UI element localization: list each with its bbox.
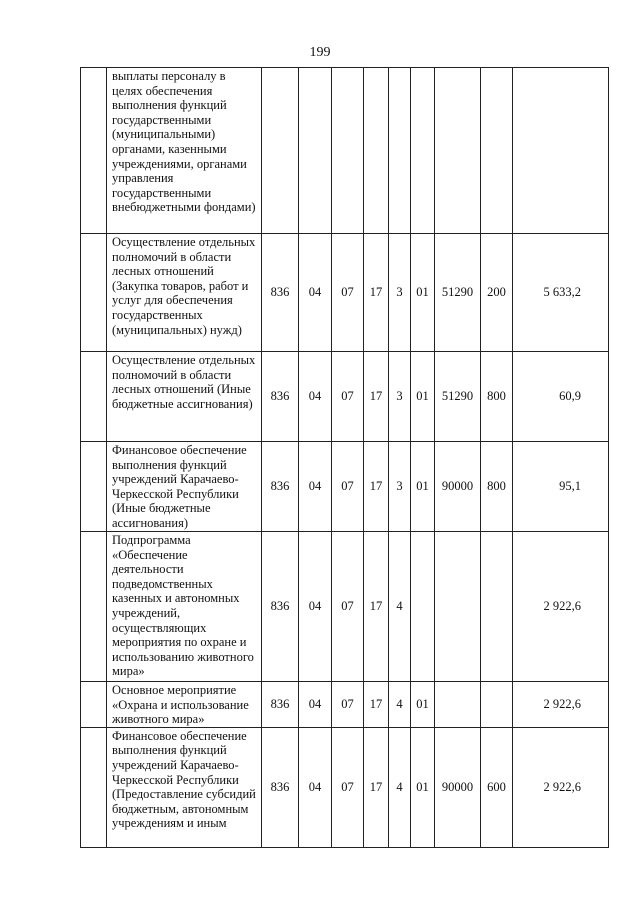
program-code-cell — [364, 68, 389, 234]
ministry-code-cell: 836 — [262, 727, 299, 847]
amount-cell: 60,9 — [513, 352, 609, 442]
table-row — [81, 68, 609, 234]
subprogram-code-cell: 4 — [389, 682, 411, 728]
name-cell: Основное мероприятие «Охрана и использование животного мира» — [107, 682, 262, 728]
ministry-code-cell: 836 — [262, 442, 299, 532]
table-row — [81, 352, 609, 442]
direction-code-cell — [435, 682, 481, 728]
budget-table — [80, 67, 609, 848]
subsection-code-cell — [332, 68, 364, 234]
program-code-cell: 17 — [364, 352, 389, 442]
event-code-cell: 01 — [411, 352, 435, 442]
event-code-cell: 01 — [411, 682, 435, 728]
subsection-code-cell: 07 — [332, 234, 364, 352]
subsection-code-cell: 07 — [332, 352, 364, 442]
section-code-cell: 04 — [299, 352, 332, 442]
subsection-code-cell: 07 — [332, 727, 364, 847]
event-code-cell: 01 — [411, 727, 435, 847]
index-cell — [81, 68, 107, 234]
program-code-cell: 17 — [364, 727, 389, 847]
index-cell — [81, 727, 107, 847]
index-cell — [81, 532, 107, 682]
section-code-cell: 04 — [299, 682, 332, 728]
section-code-cell: 04 — [299, 442, 332, 532]
ministry-code-cell: 836 — [262, 234, 299, 352]
subprogram-code-cell: 4 — [389, 532, 411, 682]
direction-code-cell: 51290 — [435, 352, 481, 442]
name-cell: Финансовое обеспечение выполнения функций учреждений Карачаево-Черкесской Республики (Предоставление субсидий бюджетным, автономным учреждениям и иным — [107, 727, 262, 847]
amount-cell: 2 922,6 — [513, 682, 609, 728]
expense-type-cell: 800 — [481, 442, 513, 532]
event-code-cell: 01 — [411, 234, 435, 352]
amount-cell: 95,1 — [513, 442, 609, 532]
direction-code-cell — [435, 532, 481, 682]
subsection-code-cell: 07 — [332, 682, 364, 728]
section-code-cell: 04 — [299, 532, 332, 682]
expense-type-cell — [481, 68, 513, 234]
amount-cell: 2 922,6 — [513, 532, 609, 682]
event-code-cell: 01 — [411, 442, 435, 532]
amount-cell — [513, 68, 609, 234]
index-cell — [81, 442, 107, 532]
name-cell: Осуществление отдельных полномочий в области лесных отношений (Закупка товаров, работ и услуг для обеспечения государственных (муниципальных) нужд) — [107, 234, 262, 352]
expense-type-cell: 600 — [481, 727, 513, 847]
table-row — [81, 682, 609, 728]
event-code-cell — [411, 532, 435, 682]
expense-type-cell: 200 — [481, 234, 513, 352]
program-code-cell: 17 — [364, 532, 389, 682]
program-code-cell: 17 — [364, 442, 389, 532]
ministry-code-cell: 836 — [262, 532, 299, 682]
name-cell: выплаты персоналу в целях обеспечения выполнения функций государственными (муниципальными) органами, казенными учреждениями, органами управления государственными внебюджетными фондами) — [107, 68, 262, 234]
table-row — [81, 532, 609, 682]
amount-cell: 5 633,2 — [513, 234, 609, 352]
program-code-cell: 17 — [364, 682, 389, 728]
subprogram-code-cell: 4 — [389, 727, 411, 847]
table-row — [81, 727, 609, 847]
expense-type-cell — [481, 532, 513, 682]
ministry-code-cell: 836 — [262, 352, 299, 442]
table-row — [81, 442, 609, 532]
subprogram-code-cell: 3 — [389, 442, 411, 532]
page-number: 199 — [309, 45, 331, 60]
expense-type-cell: 800 — [481, 352, 513, 442]
section-code-cell: 04 — [299, 234, 332, 352]
event-code-cell — [411, 68, 435, 234]
name-cell: Осуществление отдельных полномочий в области лесных отношений (Иные бюджетные ассигнования) — [107, 352, 262, 442]
index-cell — [81, 234, 107, 352]
subprogram-code-cell: 3 — [389, 234, 411, 352]
expense-type-cell — [481, 682, 513, 728]
name-cell: Финансовое обеспечение выполнения функций учреждений Карачаево-Черкесской Республики (Иные бюджетные ассигнования) — [107, 442, 262, 532]
program-code-cell: 17 — [364, 234, 389, 352]
name-cell: Подпрограмма «Обеспечение деятельности подведомственных казенных и автономных учреждений, осуществляющих мероприятия по охране и использованию животного мира» — [107, 532, 262, 682]
ministry-code-cell: 836 — [262, 682, 299, 728]
subsection-code-cell: 07 — [332, 532, 364, 682]
direction-code-cell: 90000 — [435, 442, 481, 532]
direction-code-cell: 90000 — [435, 727, 481, 847]
amount-cell: 2 922,6 — [513, 727, 609, 847]
table-row — [81, 234, 609, 352]
section-code-cell: 04 — [299, 727, 332, 847]
subsection-code-cell: 07 — [332, 442, 364, 532]
section-code-cell — [299, 68, 332, 234]
table-body — [81, 68, 609, 848]
subprogram-code-cell: 3 — [389, 352, 411, 442]
index-cell — [81, 682, 107, 728]
direction-code-cell: 51290 — [435, 234, 481, 352]
index-cell — [81, 352, 107, 442]
direction-code-cell — [435, 68, 481, 234]
subprogram-code-cell — [389, 68, 411, 234]
ministry-code-cell — [262, 68, 299, 234]
